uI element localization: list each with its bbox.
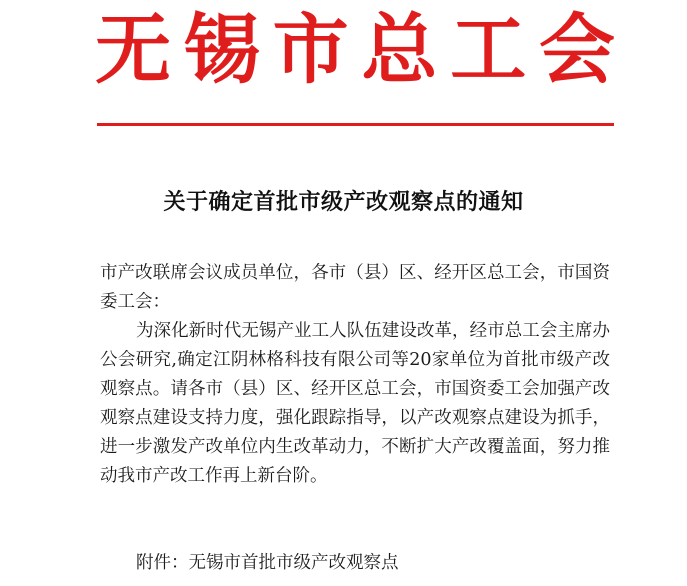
masthead-char: 锡 [183, 5, 260, 94]
masthead-char: 工 [450, 5, 527, 94]
masthead-char: 总 [361, 5, 438, 94]
document-title: 关于确定首批市级产改观察点的通知 [163, 189, 524, 215]
masthead-char: 市 [272, 5, 349, 94]
attachment-line: 附件：无锡市首批市级产改观察点 [136, 553, 399, 573]
masthead-char: 无 [95, 5, 171, 94]
red-divider [97, 123, 614, 126]
body-paragraph: 为深化新时代无锡产业工人队伍建设改革，经市总工会主席办公会研究,确定江阴林格科技有限公司等20家单位为首批市级产改观察点。请各市（县）区、经开区总工会，市国资委工会加强产改观察点建设支持力度，强化跟踪指导，以产改观察点建设为抓手，进一步激发产改单位内生改革动力，不断扩大产改覆盖面，努力推动我市产改工作再上新台阶。 [100, 321, 610, 486]
masthead-char: 会 [538, 5, 615, 94]
masthead [95, 5, 615, 94]
salutation: 市产改联席会议成员单位，各市（县）区、经开区总工会，市国资委工会： [100, 263, 610, 312]
